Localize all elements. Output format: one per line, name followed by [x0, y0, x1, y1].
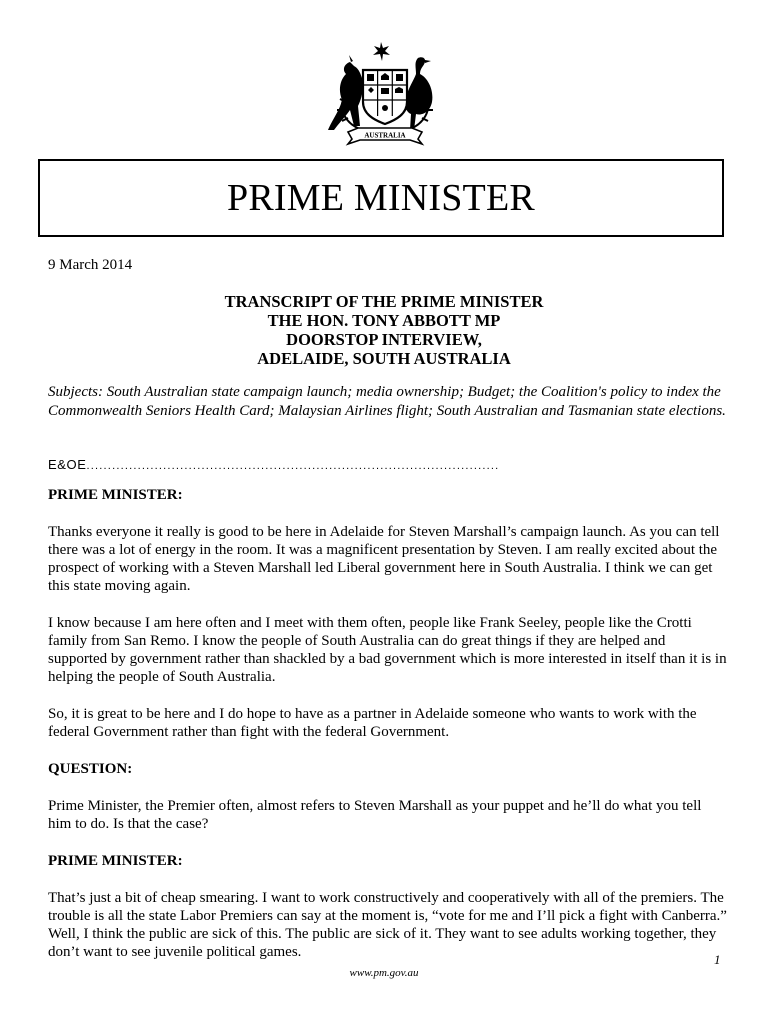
transcript-heading — [48, 292, 720, 368]
emu — [405, 57, 432, 130]
heading-line-1: TRANSCRIPT OF THE PRIME MINISTER — [224, 292, 544, 311]
transcript-paragraph: So, it is great to be here and I do hope to have as a partner in Adelaide someone who wants to work with the federal Government rather than fight with the federal Government. — [48, 706, 697, 740]
footer-url: www.pm.gov.au — [349, 967, 419, 979]
speaker-label: QUESTION: — [48, 761, 133, 777]
commonwealth-star — [373, 42, 390, 61]
eoe-label: E&OE — [48, 457, 87, 472]
heading-line-4: ADELAIDE, SOUTH AUSTRALIA — [257, 349, 511, 368]
speaker-label: PRIME MINISTER: — [48, 853, 183, 869]
eoe-line — [48, 457, 499, 472]
transcript-paragraph: Prime Minister, the Premier often, almost refers to Steven Marshall as your puppet and he’ll do what you tell him to do. Is that the case? — [48, 798, 702, 832]
eoe-dots: ................................................................................................. — [86, 460, 500, 472]
heading-line-2: THE HON. TONY ABBOTT MP — [267, 311, 501, 330]
title-box — [38, 159, 724, 237]
transcript-paragraph: I know because I am here often and I meet with them often, people like Frank Seeley, people like the Crotti family from San Remo. I know the people of South Australia can do great things if they are helped and supported by government rather than shackled by a bad government which is more interested in itself than it is in helping the people of South Australia. — [48, 615, 727, 685]
speaker-label: PRIME MINISTER: — [48, 487, 183, 503]
coat-of-arms-logo — [310, 40, 460, 148]
page-number: 1 — [714, 952, 721, 967]
transcript-paragraph: That’s just a bit of cheap smearing. I want to work constructively and cooperatively with all of the premiers. The trouble is all the state Labor Premiers can say at the moment is, “vote for me and I’ll pick a fight with Canberra.” Well, I think the public are sick of this. The public are sick of it. They want to see adults working together, they don’t want to see juvenile political games. — [48, 890, 727, 960]
transcript-paragraph: Thanks everyone it really is good to be here in Adelaide for Steven Marshall’s campaign launch. As you can tell there was a lot of energy in the room. It was a magnificent presentation by Steven. I am really excited about the prospect of working with a Steven Marshall led Liberal government here in South Australia. I think we can get this state moving again. — [48, 524, 720, 594]
subjects-paragraph: Subjects: South Australian state campaign launch; media ownership; Budget; the Coalition's policy to index the Commonwealth Seniors Health Card; Malaysian Airlines flight; South Australian and Tasmanian state elections. — [48, 384, 726, 419]
motto-text: AUSTRALIA — [364, 131, 406, 140]
heading-line-3: DOORSTOP INTERVIEW, — [286, 330, 482, 349]
document-date: 9 March 2014 — [48, 257, 133, 273]
transcript-body — [48, 486, 728, 980]
page-title: PRIME MINISTER — [227, 177, 535, 219]
